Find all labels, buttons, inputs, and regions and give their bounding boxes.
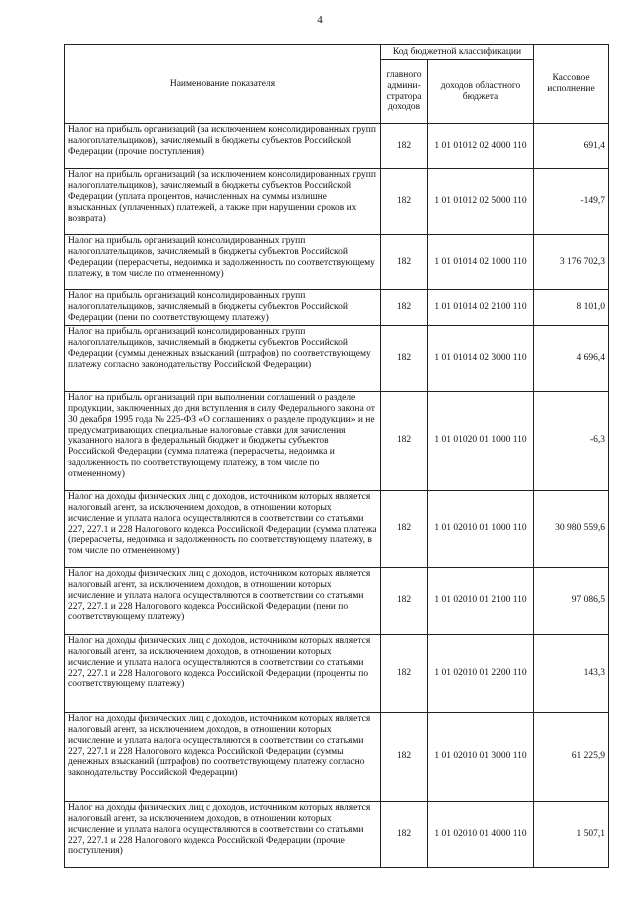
row-budget-code: 1 01 01014 02 1000 110	[428, 235, 534, 290]
row-amount: -149,7	[534, 169, 609, 235]
row-amount: 143,3	[534, 634, 609, 712]
table-row	[65, 124, 609, 169]
row-amount: 8 101,0	[534, 290, 609, 326]
row-amount: 691,4	[534, 124, 609, 169]
table-row	[65, 290, 609, 326]
row-indicator-name: Налог на прибыль организаций консолидированных групп налогоплательщиков, зачисляемый в бюджеты субъектов Российской Федерации (суммы денежных взысканий (штрафов) по соответствующему платежу согласно законодательству Российской Федерации)	[65, 325, 381, 391]
row-indicator-name: Налог на доходы физических лиц с доходов, источником которых является налоговый агент, за исключением доходов, в отношении которых исчисление и уплата налога осуществляются в соответствии со статьями 227, 227.1 и 228 Налогового кодекса Российской Федерации (прочие поступления)	[65, 801, 381, 867]
row-amount: 3 176 702,3	[534, 235, 609, 290]
header-regional-budget-revenue-code: доходов областного бюджета	[428, 60, 534, 124]
row-budget-code: 1 01 02010 01 2200 110	[428, 634, 534, 712]
row-indicator-name: Налог на прибыль организаций (за исключением консолидированных групп налогоплательщиков), зачисляемый в бюджеты субъектов Российской Федерации (прочие поступления)	[65, 124, 381, 169]
table-row	[65, 490, 609, 567]
row-admin-code: 182	[381, 634, 428, 712]
row-admin-code: 182	[381, 169, 428, 235]
table-header	[65, 45, 609, 124]
row-amount: 61 225,9	[534, 712, 609, 801]
row-budget-code: 1 01 02010 01 2100 110	[428, 567, 534, 634]
row-indicator-name: Налог на прибыль организаций (за исключением консолидированных групп налогоплательщиков), зачисляемый в бюджеты субъектов Российской Федерации (уплата процентов, начисленных на суммы излишне взысканных (уплаченных) платежей, а также при нарушении сроков их возврата)	[65, 169, 381, 235]
row-amount: 97 086,5	[534, 567, 609, 634]
row-budget-code: 1 01 01012 02 5000 110	[428, 169, 534, 235]
row-budget-code: 1 01 01014 02 3000 110	[428, 325, 534, 391]
row-indicator-name: Налог на прибыль организаций консолидированных групп налогоплательщиков, зачисляемый в бюджеты субъектов Российской Федерации (пени по соответствующему платежу)	[65, 290, 381, 326]
table-row	[65, 169, 609, 235]
row-budget-code: 1 01 02010 01 4000 110	[428, 801, 534, 867]
header-cash-execution: Кассовое исполнение	[534, 45, 609, 124]
row-admin-code: 182	[381, 490, 428, 567]
row-amount: -6,3	[534, 391, 609, 490]
table-row	[65, 567, 609, 634]
row-admin-code: 182	[381, 235, 428, 290]
table-body	[65, 124, 609, 868]
row-admin-code: 182	[381, 325, 428, 391]
row-admin-code: 182	[381, 801, 428, 867]
budget-execution-table	[64, 44, 609, 868]
table-row	[65, 325, 609, 391]
row-budget-code: 1 01 02010 01 3000 110	[428, 712, 534, 801]
table-row	[65, 801, 609, 867]
row-amount: 30 980 559,6	[534, 490, 609, 567]
header-chief-administrator: главного админи-стратора доходов	[381, 60, 428, 124]
table-row	[65, 712, 609, 801]
page-number: 4	[317, 14, 323, 26]
header-indicator-name: Наименование показателя	[65, 45, 381, 124]
row-indicator-name: Налог на доходы физических лиц с доходов, источником которых является налоговый агент, за исключением доходов, в отношении которых исчисление и уплата налога осуществляются в соответствии со статьями 227, 227.1 и 228 Налогового кодекса Российской Федерации (суммы денежных взысканий (штрафов) по соответствующему платежу согласно законодательству Российской Федерации)	[65, 712, 381, 801]
row-admin-code: 182	[381, 391, 428, 490]
row-budget-code: 1 01 01020 01 1000 110	[428, 391, 534, 490]
row-indicator-name: Налог на доходы физических лиц с доходов, источником которых является налоговый агент, за исключением доходов, в отношении которых исчисление и уплата налога осуществляются в соответствии со статьями 227, 227.1 и 228 Налогового кодекса Российской Федерации (проценты по соответствующему платежу)	[65, 634, 381, 712]
row-indicator-name: Налог на прибыль организаций при выполнении соглашений о разделе продукции, заключенных до дня вступления в силу Федерального закона от 30 декабря 1995 года № 225-ФЗ «О соглашениях о разделе продукции» и не предусматривающих специальные налоговые ставки для зачисления указанного налога в федеральный бюджет и бюджеты субъектов Российской Федерации (сумма платежа (перерасчеты, недоимка и задолженность по соответствующему платежу, в том числе по отмененному)	[65, 391, 381, 490]
row-budget-code: 1 01 01012 02 4000 110	[428, 124, 534, 169]
row-budget-code: 1 01 01014 02 2100 110	[428, 290, 534, 326]
row-admin-code: 182	[381, 290, 428, 326]
row-amount: 1 507,1	[534, 801, 609, 867]
header-budget-classification-code: Код бюджетной классификации	[381, 45, 534, 60]
row-admin-code: 182	[381, 567, 428, 634]
table-row	[65, 235, 609, 290]
table-row	[65, 634, 609, 712]
row-indicator-name: Налог на доходы физических лиц с доходов, источником которых является налоговый агент, за исключением доходов, в отношении которых исчисление и уплата налога осуществляются в соответствии со статьями 227, 227.1 и 228 Налогового кодекса Российской Федерации (пени по соответствующему платежу)	[65, 567, 381, 634]
row-budget-code: 1 01 02010 01 1000 110	[428, 490, 534, 567]
row-indicator-name: Налог на прибыль организаций консолидированных групп налогоплательщиков, зачисляемый в бюджеты субъектов Российской Федерации (перерасчеты, недоимка и задолженность по соответствующему платежу, в том числе по отмененному)	[65, 235, 381, 290]
row-indicator-name: Налог на доходы физических лиц с доходов, источником которых является налоговый агент, за исключением доходов, в отношении которых исчисление и уплата налога осуществляются в соответствии со статьями 227, 227.1 и 228 Налогового кодекса Российской Федерации (сумма платежа (перерасчеты, недоимка и задолженность по соответствующему платежу, в том числе по отмененному)	[65, 490, 381, 567]
row-amount: 4 696,4	[534, 325, 609, 391]
row-admin-code: 182	[381, 124, 428, 169]
table-row	[65, 391, 609, 490]
row-admin-code: 182	[381, 712, 428, 801]
